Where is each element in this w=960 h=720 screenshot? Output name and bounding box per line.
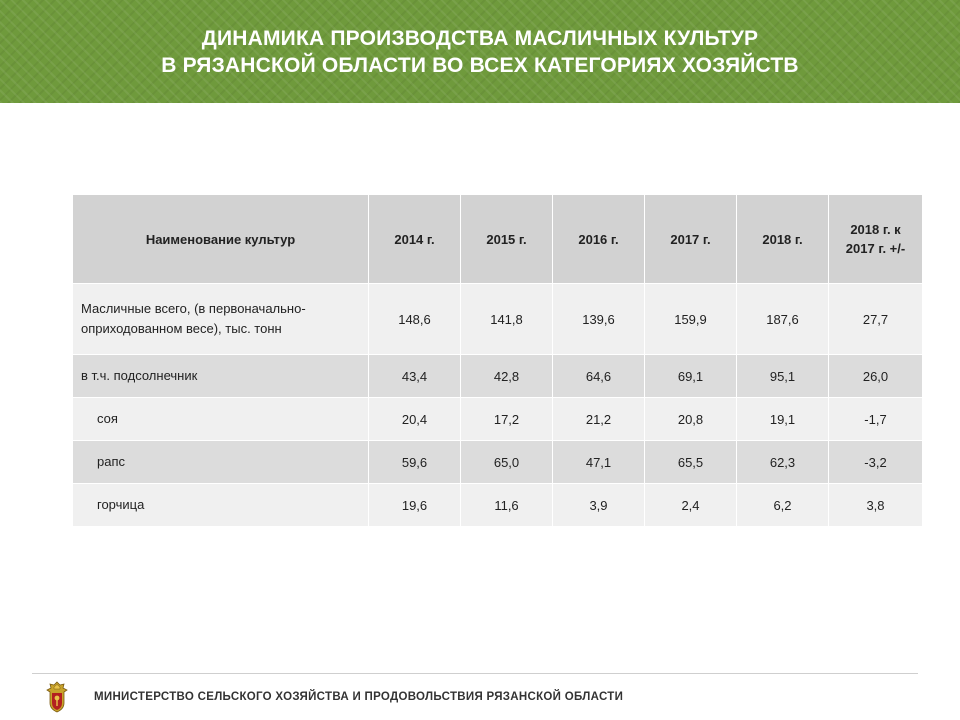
column-header-change: 2018 г. к 2017 г. +/- [829,195,923,284]
value-2018: 62,3 [737,441,829,484]
column-header-2016: 2016 г. [553,195,645,284]
value-change: -1,7 [829,398,923,441]
column-header-2015: 2015 г. [461,195,553,284]
value-2015: 65,0 [461,441,553,484]
table-row [73,284,923,355]
ryazan-coat-of-arms-icon [42,681,72,713]
value-2017: 65,5 [645,441,737,484]
value-2017: 20,8 [645,398,737,441]
crop-name: горчица [73,484,369,527]
title-banner [0,0,960,103]
value-2017: 159,9 [645,284,737,355]
crop-name: Масличные всего, (в первоначально-оприходованном весе), тыс. тонн [73,284,369,355]
value-2016: 64,6 [553,355,645,398]
value-change: -3,2 [829,441,923,484]
table-row [73,441,923,484]
table-row [73,484,923,527]
value-change: 26,0 [829,355,923,398]
value-2018: 19,1 [737,398,829,441]
column-header-2018: 2018 г. [737,195,829,284]
value-change: 3,8 [829,484,923,527]
value-2014: 19,6 [369,484,461,527]
production-table-container [72,194,922,527]
production-table [72,194,923,527]
footer-divider [32,673,918,674]
column-header-2014: 2014 г. [369,195,461,284]
table-row [73,398,923,441]
value-2017: 69,1 [645,355,737,398]
value-2014: 148,6 [369,284,461,355]
footer [42,680,623,714]
value-2018: 95,1 [737,355,829,398]
value-2014: 20,4 [369,398,461,441]
table-header-row [73,195,923,284]
value-2014: 43,4 [369,355,461,398]
value-2015: 42,8 [461,355,553,398]
value-change: 27,7 [829,284,923,355]
page-title-line-2: В РЯЗАНСКОЙ ОБЛАСТИ ВО ВСЕХ КАТЕГОРИЯХ ХОЗЯЙСТВ [161,53,799,77]
value-2017: 2,4 [645,484,737,527]
crop-name: рапс [73,441,369,484]
value-2018: 187,6 [737,284,829,355]
value-2015: 141,8 [461,284,553,355]
column-header-2017: 2017 г. [645,195,737,284]
value-2016: 47,1 [553,441,645,484]
value-2016: 3,9 [553,484,645,527]
value-2014: 59,6 [369,441,461,484]
table-row [73,355,923,398]
value-2015: 11,6 [461,484,553,527]
value-2016: 139,6 [553,284,645,355]
crop-name: в т.ч. подсолнечник [73,355,369,398]
ministry-name: МИНИСТЕРСТВО СЕЛЬСКОГО ХОЗЯЙСТВА И ПРОДОВОЛЬСТВИЯ РЯЗАНСКОЙ ОБЛАСТИ [94,691,624,703]
value-2015: 17,2 [461,398,553,441]
crop-name: соя [73,398,369,441]
value-2016: 21,2 [553,398,645,441]
value-2018: 6,2 [737,484,829,527]
page-title-line-1: ДИНАМИКА ПРОИЗВОДСТВА МАСЛИЧНЫХ КУЛЬТУР [201,26,759,50]
column-header-crop: Наименование культур [73,195,369,284]
